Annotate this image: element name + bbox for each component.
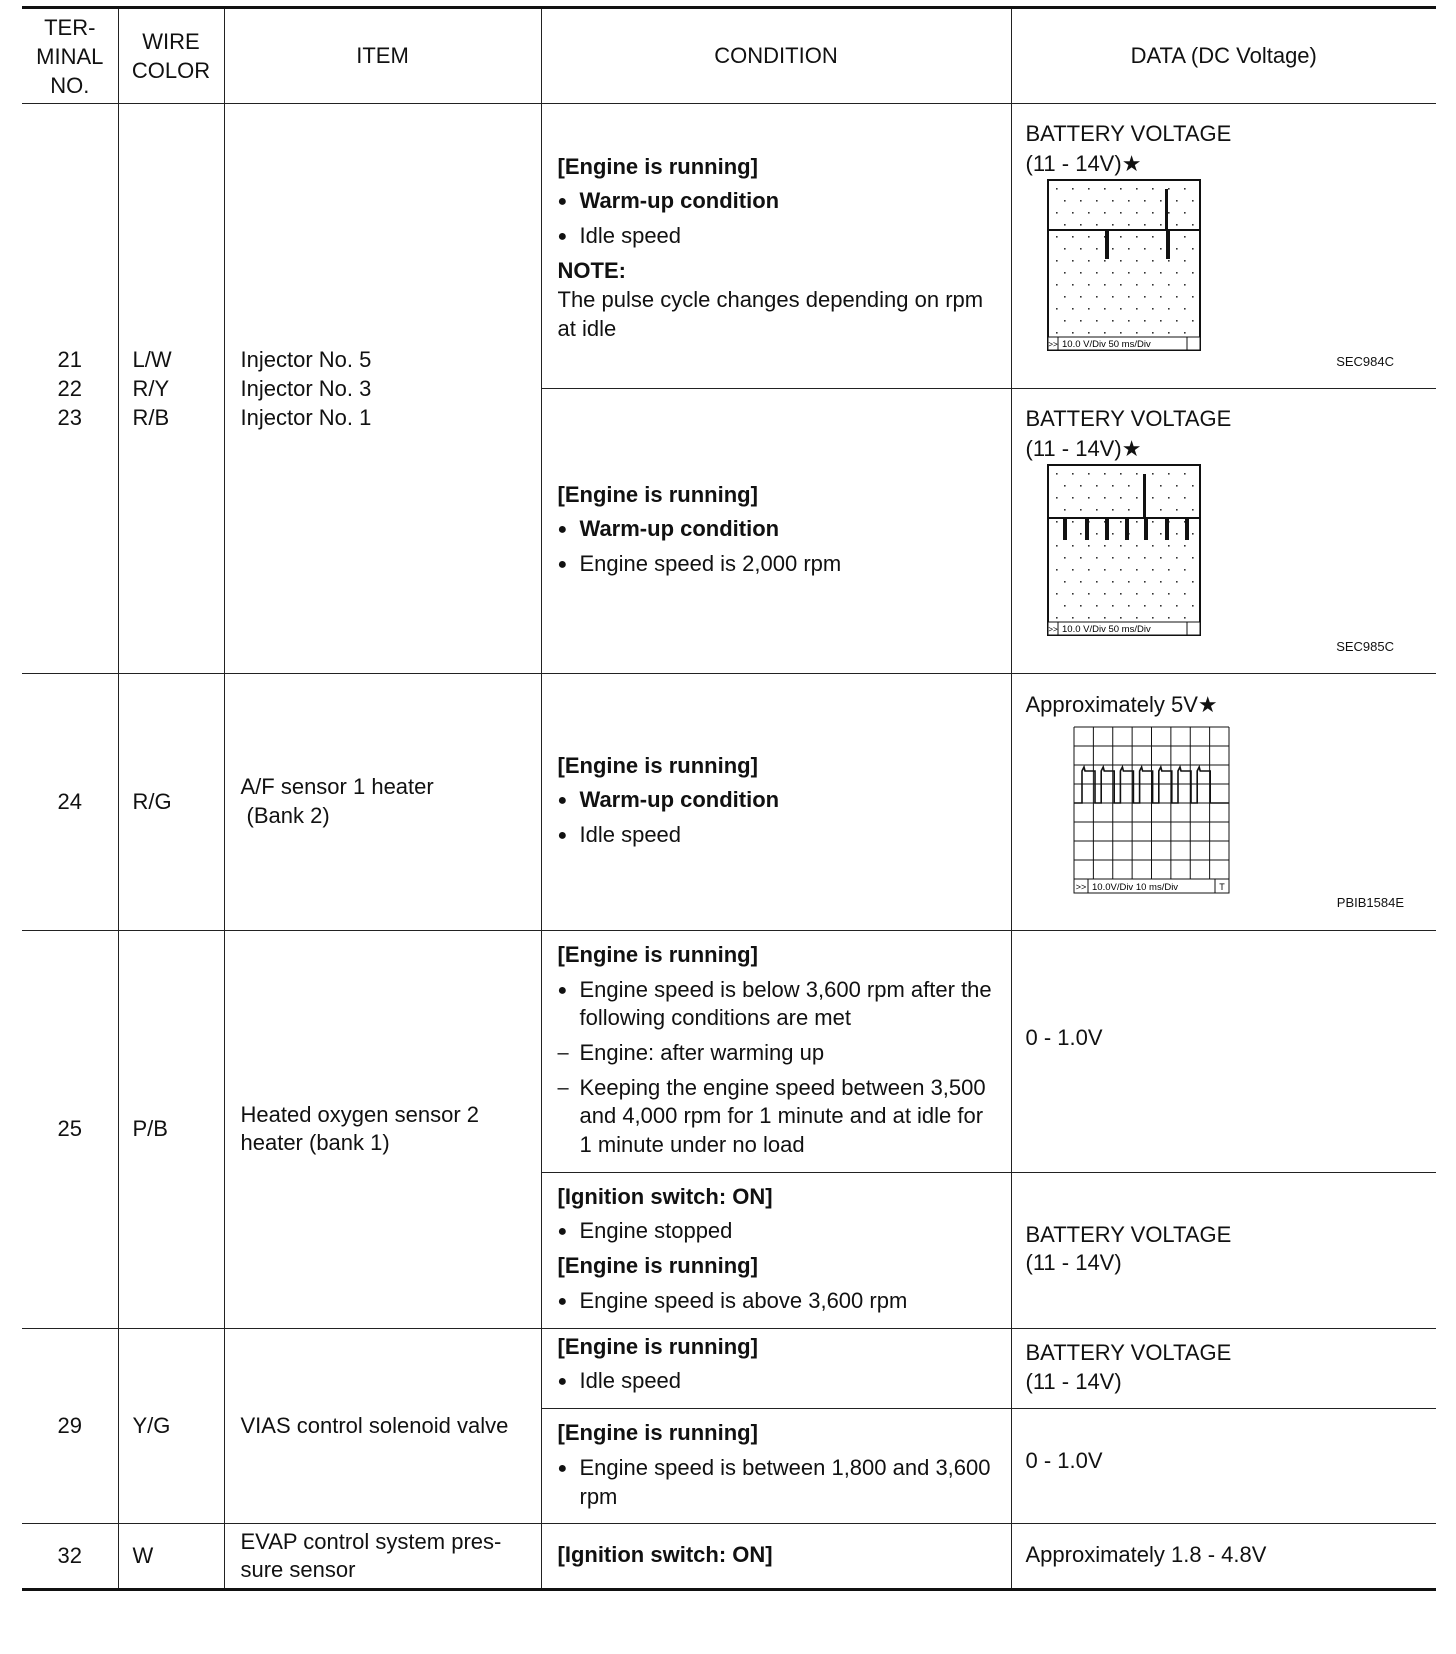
condition-bullet: ● Engine speed is between 1,800 and 3,600 rpm xyxy=(558,1454,997,1511)
terminal-number: 23 xyxy=(57,405,82,430)
item-name-sub: heater (bank 1) xyxy=(240,1130,390,1156)
item-cell xyxy=(224,104,541,674)
terminal-number: 21 xyxy=(57,347,82,372)
header-condition: CONDITION xyxy=(541,8,1011,104)
table-row xyxy=(22,1328,1436,1409)
bullet-icon: ● xyxy=(557,1292,568,1310)
data-value: BATTERY VOLTAGE xyxy=(1025,405,1232,431)
star-icon: ★ xyxy=(1121,435,1142,461)
data-value: BATTERY VOLTAGE xyxy=(1025,120,1232,146)
svg-text:>>: >> xyxy=(1075,882,1086,893)
condition-bullet: ● Engine stopped xyxy=(558,1217,997,1246)
data-value: BATTERY VOLTAGE xyxy=(1025,1221,1232,1247)
wire-color: R/Y xyxy=(132,376,170,401)
bullet-icon: ● xyxy=(557,1459,568,1477)
bullet-icon: ● xyxy=(557,981,568,999)
figure-code: SEC985C xyxy=(1336,639,1394,655)
data-cell xyxy=(1011,104,1436,389)
data-value-range: (11 - 14V)★ xyxy=(1025,150,1142,176)
data-value: Approximately 5V★ xyxy=(1025,691,1218,717)
data-value: 0 - 1.0V xyxy=(1011,931,1436,1173)
condition-bullet: ● Engine speed is below 3,600 rpm after the following conditions are met xyxy=(558,976,997,1033)
table-row xyxy=(22,931,1436,1173)
wire-color: W xyxy=(118,1524,224,1590)
item-name: A/F sensor 1 heater xyxy=(240,774,434,800)
condition-bullet: ● Idle speed xyxy=(558,1367,997,1396)
bullet-icon: ● xyxy=(557,193,568,211)
svg-text:>>: >> xyxy=(1047,625,1058,635)
table-row xyxy=(22,1524,1436,1590)
wire-color: R/G xyxy=(118,674,224,931)
condition-header: [Engine is running] xyxy=(557,1420,758,1446)
condition-header: [Engine is running] xyxy=(557,481,758,507)
terminal-number: 32 xyxy=(22,1524,118,1590)
svg-text:>>: >> xyxy=(1047,340,1058,350)
bullet-icon: ● xyxy=(557,1223,568,1241)
condition-bullet: ● Engine speed is above 3,600 rpm xyxy=(558,1287,997,1316)
data-value-range: (11 - 14V) xyxy=(1025,1368,1122,1394)
condition-bullet: ● Idle speed xyxy=(558,222,997,251)
condition-bullet: ● Warm-up condition xyxy=(558,515,997,544)
oscilloscope-waveform-pbib1584e xyxy=(1026,723,1246,895)
wire-color-cell xyxy=(118,104,224,674)
condition-header: [Ignition switch: ON] xyxy=(541,1524,1011,1590)
condition-bullet: ● Engine speed is 2,000 rpm xyxy=(558,550,997,579)
table-row xyxy=(22,674,1436,931)
item-cell xyxy=(224,931,541,1329)
bullet-icon: ● xyxy=(557,556,568,574)
table-header-row xyxy=(22,8,1436,104)
header-wire-color: WIRE COLOR xyxy=(118,8,224,104)
header-terminal-no: TER- MINAL NO. xyxy=(22,8,118,104)
item-name: Heated oxygen sensor 2 xyxy=(240,1101,479,1127)
data-value: BATTERY VOLTAGE xyxy=(1025,1339,1232,1365)
wire-color: P/B xyxy=(118,931,224,1329)
scope-scale-label: 10.0 V/Div 50 ms/Div xyxy=(1061,339,1151,351)
condition-cell xyxy=(541,1172,1011,1328)
item-name-sub: (Bank 2) xyxy=(246,803,330,828)
header-item: ITEM xyxy=(224,8,541,104)
header-data: DATA (DC Voltage) xyxy=(1011,8,1436,104)
figure-code: SEC984C xyxy=(1336,354,1394,370)
wire-color: Y/G xyxy=(118,1328,224,1523)
condition-header: [Engine is running] xyxy=(557,942,758,967)
terminal-number: 29 xyxy=(22,1328,118,1523)
item-cell xyxy=(224,1524,541,1590)
condition-cell xyxy=(541,674,1011,931)
oscilloscope-waveform-sec985c xyxy=(1026,463,1206,639)
scope-scale-label: 10.0V/Div 10 ms/Div xyxy=(1091,882,1178,894)
terminal-number: 25 xyxy=(22,931,118,1329)
note-label: NOTE: xyxy=(557,258,626,284)
bullet-icon: ● xyxy=(557,228,568,246)
data-cell xyxy=(1011,1172,1436,1328)
condition-cell xyxy=(541,1328,1011,1409)
condition-cell xyxy=(541,389,1011,674)
condition-cell xyxy=(541,931,1011,1173)
condition-bullet: ● Warm-up condition xyxy=(558,187,997,216)
condition-header: [Ignition switch: ON] xyxy=(557,1183,773,1209)
terminal-cell xyxy=(22,104,118,674)
oscilloscope-waveform-sec984c xyxy=(1026,178,1206,354)
condition-header: [Engine is running] xyxy=(557,1333,758,1359)
data-value-range: (11 - 14V)★ xyxy=(1025,435,1142,461)
dash-icon: – xyxy=(557,1041,569,1064)
item-name-sub: sure sensor xyxy=(240,1557,356,1583)
star-icon: ★ xyxy=(1121,150,1142,176)
figure-code: PBIB1584E xyxy=(1336,895,1404,911)
bullet-icon: ● xyxy=(557,827,568,845)
condition-cell xyxy=(541,1409,1011,1524)
data-cell xyxy=(1011,1328,1436,1409)
item-name: Injector No. 3 xyxy=(240,376,372,401)
condition-header: [Engine is running] xyxy=(557,1253,758,1279)
condition-cell xyxy=(541,104,1011,389)
svg-text:T: T xyxy=(1218,882,1225,893)
condition-header: [Engine is running] xyxy=(557,153,758,179)
ecm-terminal-table xyxy=(22,6,1436,1591)
bullet-icon: ● xyxy=(557,1373,568,1391)
condition-dash-item: – Engine: after warming up xyxy=(558,1039,997,1068)
star-icon: ★ xyxy=(1197,691,1218,717)
condition-bullet: ● Idle speed xyxy=(558,821,997,850)
wire-color: L/W xyxy=(132,347,172,372)
dash-icon: – xyxy=(557,1076,569,1099)
item-name: EVAP control system pres- xyxy=(240,1528,502,1554)
data-value: 0 - 1.0V xyxy=(1011,1409,1436,1524)
condition-dash-item: – Keeping the engine speed between 3,500 and 4,000 rpm for 1 minute and at idle for 1 minute under no load xyxy=(558,1074,997,1160)
scope-scale-label: 10.0 V/Div 50 ms/Div xyxy=(1061,624,1151,636)
item-name: Injector No. 1 xyxy=(240,405,372,430)
bullet-icon: ● xyxy=(557,521,568,539)
condition-header: [Engine is running] xyxy=(557,752,758,778)
item-cell xyxy=(224,674,541,931)
item-name: VIAS control solenoid valve xyxy=(224,1328,541,1523)
table-row xyxy=(22,104,1436,389)
bullet-icon: ● xyxy=(557,792,568,810)
data-cell xyxy=(1011,674,1436,931)
data-value: Approximately 1.8 - 4.8V xyxy=(1011,1524,1436,1590)
note-text: The pulse cycle changes depending on rpm at idle xyxy=(557,287,984,341)
data-value-range: (11 - 14V) xyxy=(1025,1250,1122,1276)
condition-bullet: ● Warm-up condition xyxy=(558,786,997,815)
terminal-number: 24 xyxy=(22,674,118,931)
wire-color: R/B xyxy=(132,405,170,430)
data-cell xyxy=(1011,389,1436,674)
terminal-number: 22 xyxy=(57,376,82,401)
item-name: Injector No. 5 xyxy=(240,347,372,372)
